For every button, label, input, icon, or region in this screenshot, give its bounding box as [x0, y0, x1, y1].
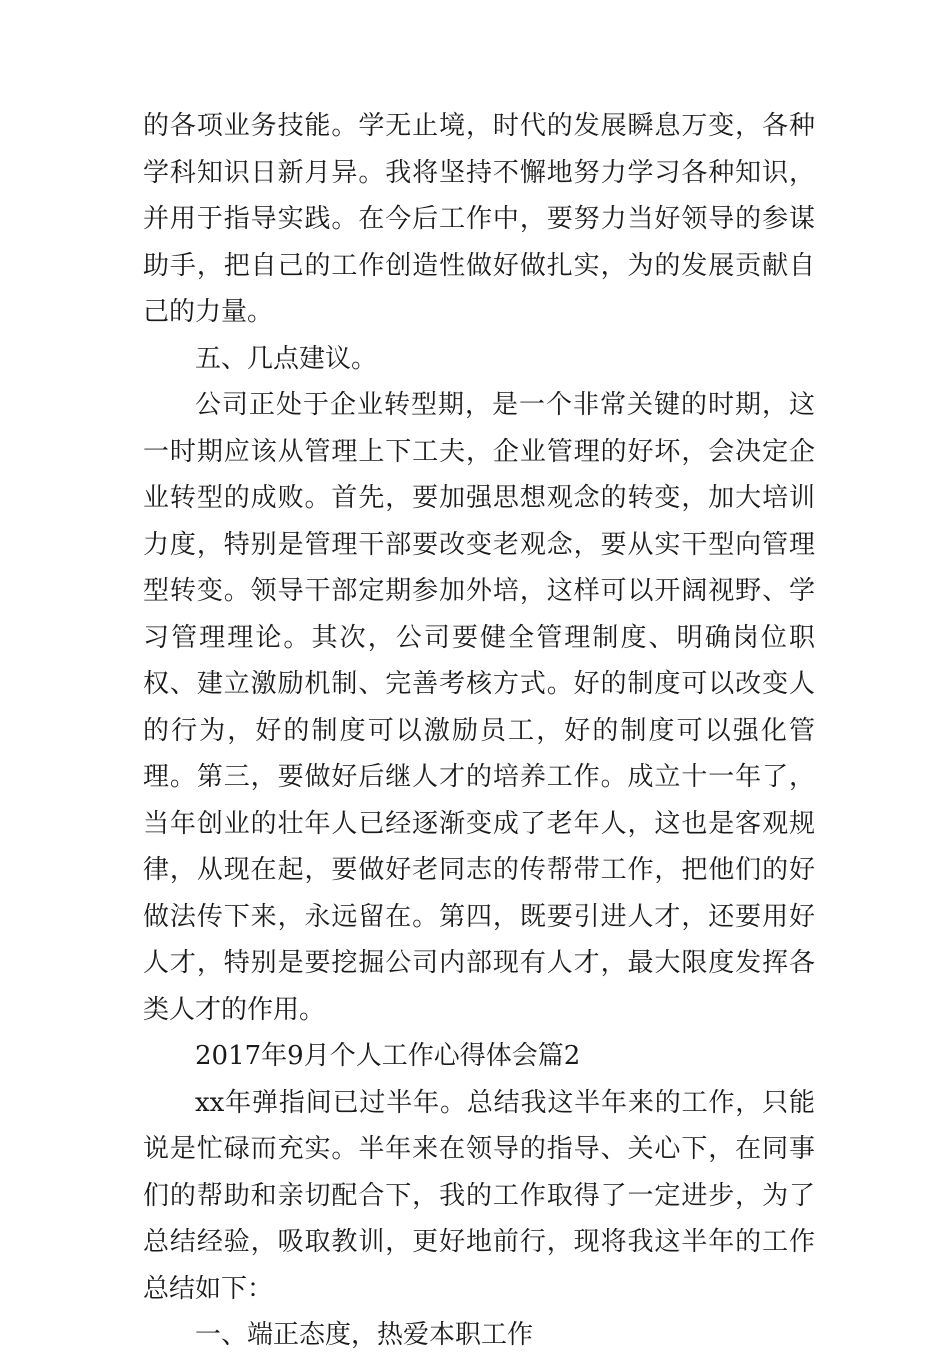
paragraph-suggestions: 公司正处于企业转型期，是一个非常关键的时期，这一时期应该从管理上下工夫，企业管理的好坏，会决定企业转型的成败。首先，要加强思想观念的转变，加大培训力度，特别是管理干部要改变老观念，要从实干型向管理型转变。领导干部定期参加外培，这样可以开阔视野、学习管理理论。其次，公司要健全管理制度、明确岗位职权、建立激励机制、完善考核方式。好的制度可以改变人的行为，好的制度可以激励员工，好的制度可以强化管理。第三，要做好后继人才的培养工作。成立十一年了，当年创业的壮年人已经逐渐变成了老年人，这也是客观规律，从现在起，要做好老同志的传帮带工作，把他们的好做法传下来，永远留在。第四，既要引进人才，还要用好人才，特别是要挖掘公司内部现有人才，最大限度发挥各类人才的作用。: [143, 390, 815, 1025]
article-title: 2017年9月个人工作心得体会篇2: [195, 1041, 581, 1071]
document-body: [143, 103, 815, 1359]
paragraph-continued: 的各项业务技能。学无止境，时代的发展瞬息万变，各种学科知识日新月异。我将坚持不懈地努力学习各种知识，并用于指导实践。在今后工作中，要努力当好领导的参谋助手，把自己的工作创造性做好做扎实，为的发展贡献自己的力量。: [143, 111, 815, 327]
section-heading-suggestions: 五、几点建议。: [195, 343, 378, 374]
section-heading-attitude: 一、端正态度，热爱本职工作: [195, 1320, 534, 1350]
paragraph-intro: xx年弹指间已过半年。总结我这半年来的工作，只能说是忙碌而充实。半年来在领导的指导、关心下，在同事们的帮助和亲切配合下，我的工作取得了一定进步，为了总结经验，吸取教训，更好地前行，现将我这半年的工作总结如下：: [143, 1087, 815, 1304]
